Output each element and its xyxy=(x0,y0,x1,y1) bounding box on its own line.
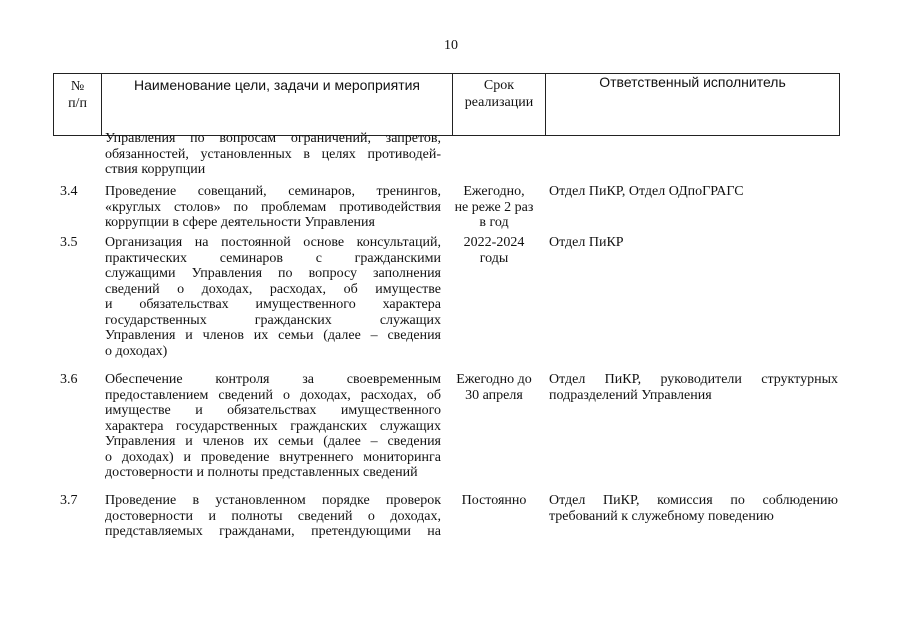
term-line: 2022-2024 xyxy=(463,235,525,250)
executor-line: Отдел ПиКР, руководители структурных xyxy=(549,372,838,387)
activity-name-line: Проведение в установленном порядке проверок xyxy=(105,493,441,508)
row-term xyxy=(448,184,540,231)
row-activity-name xyxy=(105,235,441,359)
executor-line: Отдел ПиКР, Отдел ОДпоГРАГС xyxy=(549,184,744,199)
row-executor xyxy=(549,372,838,403)
row-activity-name xyxy=(105,131,441,178)
activity-name-line: имуществе и обязательствах имущественного xyxy=(105,403,441,418)
row-term xyxy=(448,493,540,509)
activity-name-line: о доходах) xyxy=(105,343,168,359)
activity-name-line: Обеспечение контроля за своевременным xyxy=(105,372,441,387)
row-executor xyxy=(549,235,838,251)
activity-name-line: ствия коррупции xyxy=(105,162,206,177)
activity-name-line: Управления и членов их семьи (далее – сведения xyxy=(105,434,441,449)
activity-name-line: Управления по вопросам ограничений, запретов, xyxy=(105,131,441,146)
term-line: Ежегодно, xyxy=(463,184,525,199)
row-activity-name xyxy=(105,184,441,231)
activity-name-line: достоверности и полноты сведений о доходах, xyxy=(105,508,441,524)
activity-name-line: коррупции в сфере деятельности Управления xyxy=(105,215,375,230)
row-term xyxy=(448,372,540,403)
activity-name-line: представляемых гражданами, претендующими на xyxy=(105,524,441,539)
header-term-line1: Срок xyxy=(483,78,515,93)
header-term-cell xyxy=(453,74,546,136)
term-line: не реже 2 раз xyxy=(454,199,534,215)
header-name-cell xyxy=(102,74,453,136)
row-number: 3.6 xyxy=(60,372,78,387)
activity-name-line: достоверности и полноты представленных сведений xyxy=(105,465,418,480)
header-number-cell xyxy=(54,74,102,136)
activity-name-line: Управления и членов их семьи (далее – сведения xyxy=(105,328,441,343)
row-activity-name xyxy=(105,372,441,481)
executor-line: Отдел ПиКР, комиссия по соблюдению xyxy=(549,493,838,508)
header-executor-cell xyxy=(546,74,840,136)
term-line: годы xyxy=(479,250,509,266)
activity-name-line: сведений о доходах, расходах, об имуществе xyxy=(105,281,441,297)
activity-name-line: служащими Управления по вопросу заполнения xyxy=(105,266,441,281)
row-activity-name xyxy=(105,493,441,540)
row-number: 3.7 xyxy=(60,493,78,508)
header-executor: Ответственный исполнитель xyxy=(599,74,786,90)
executor-line: Отдел ПиКР xyxy=(549,235,624,250)
header-row xyxy=(54,74,840,136)
activity-name-line: практических семинаров с гражданскими xyxy=(105,250,441,266)
page-number: 10 xyxy=(444,38,458,53)
activity-name-line: государственных гражданских служащих xyxy=(105,312,441,328)
row-term xyxy=(448,235,540,266)
row-number: 3.5 xyxy=(60,235,78,250)
executor-line: требований к служебному поведению xyxy=(549,508,774,524)
row-executor xyxy=(549,493,838,524)
activity-name-line: Организация на постоянной основе консультаций, xyxy=(105,235,441,250)
term-line: 30 апреля xyxy=(465,387,523,403)
header-term-line2: реализации xyxy=(464,95,534,110)
header-name: Наименование цели, задачи и мероприятия xyxy=(133,77,421,93)
row-number: 3.4 xyxy=(60,184,78,199)
activity-name-line: «круглых столов» по проблемам противодействия xyxy=(105,199,441,215)
header-number-line2: п/п xyxy=(68,96,87,111)
table-header xyxy=(53,73,840,136)
term-line: Постоянно xyxy=(461,493,527,508)
row-executor xyxy=(549,184,838,200)
term-line: в год xyxy=(479,215,509,230)
activity-name-line: обязанностей, установленных в целях противодей- xyxy=(105,146,441,162)
executor-line: подразделений Управления xyxy=(549,387,712,403)
activity-name-line: Проведение совещаний, семинаров, тренингов, xyxy=(105,184,441,199)
header-number-line1: № xyxy=(70,79,85,94)
activity-name-line: предоставлением сведений о доходах, расходах, об xyxy=(105,387,441,403)
term-line: Ежегодно до xyxy=(456,372,532,387)
activity-name-line: и обязательствах имущественного характера xyxy=(105,297,441,312)
activity-name-line: о доходах) и проведение внутреннего мониторинга xyxy=(105,449,441,465)
activity-name-line: характера государственных гражданских служащих xyxy=(105,418,441,434)
